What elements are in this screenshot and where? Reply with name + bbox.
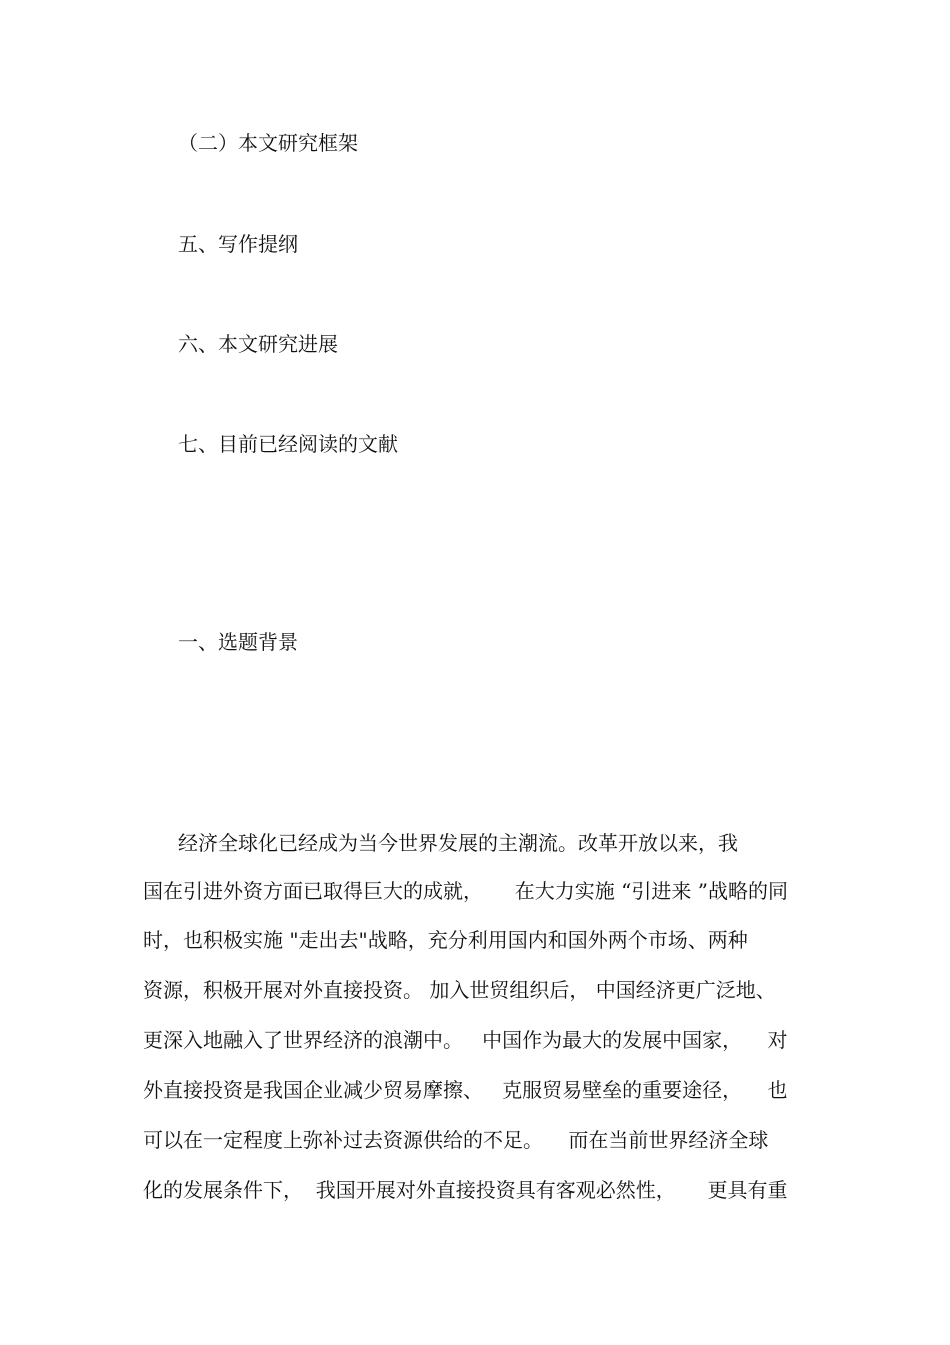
paragraph-line: 外直接投资是我国企业减少贸易摩擦、 克服贸易壁垒的重要途径， 也 (143, 1078, 788, 1102)
paragraph-line: 时，也积极实施 "走出去"战略，充分利用国内和国外两个市场、两种 (143, 928, 748, 952)
toc-item-research-framework: （二）本文研究框架 (178, 131, 358, 155)
paragraph-line: 国在引进外资方面已取得巨大的成就， 在大力实施 “引进来 ”战略的同 (143, 879, 788, 903)
paragraph-line: 资源，积极开展对外直接投资。 加入世贸组织后， 中国经济更广泛地、 (143, 978, 776, 1002)
toc-item-research-progress: 六、本文研究进展 (178, 332, 338, 356)
section-heading-background: 一、选题背景 (178, 630, 298, 654)
toc-item-literature-read: 七、目前已经阅读的文献 (178, 432, 398, 456)
toc-item-writing-outline: 五、写作提纲 (178, 232, 298, 256)
paragraph-line: 化的发展条件下， 我国开展对外直接投资具有客观必然性， 更具有重 (143, 1178, 788, 1202)
paragraph-line: 更深入地融入了世界经济的浪潮中。 中国作为最大的发展中国家， 对 (143, 1028, 788, 1052)
paragraph-line: 可以在一定程度上弥补过去资源供给的不足。 而在当前世界经济全球 (143, 1128, 769, 1152)
paragraph-line: 经济全球化已经成为当今世界发展的主潮流。改革开放以来，我 (178, 831, 738, 855)
